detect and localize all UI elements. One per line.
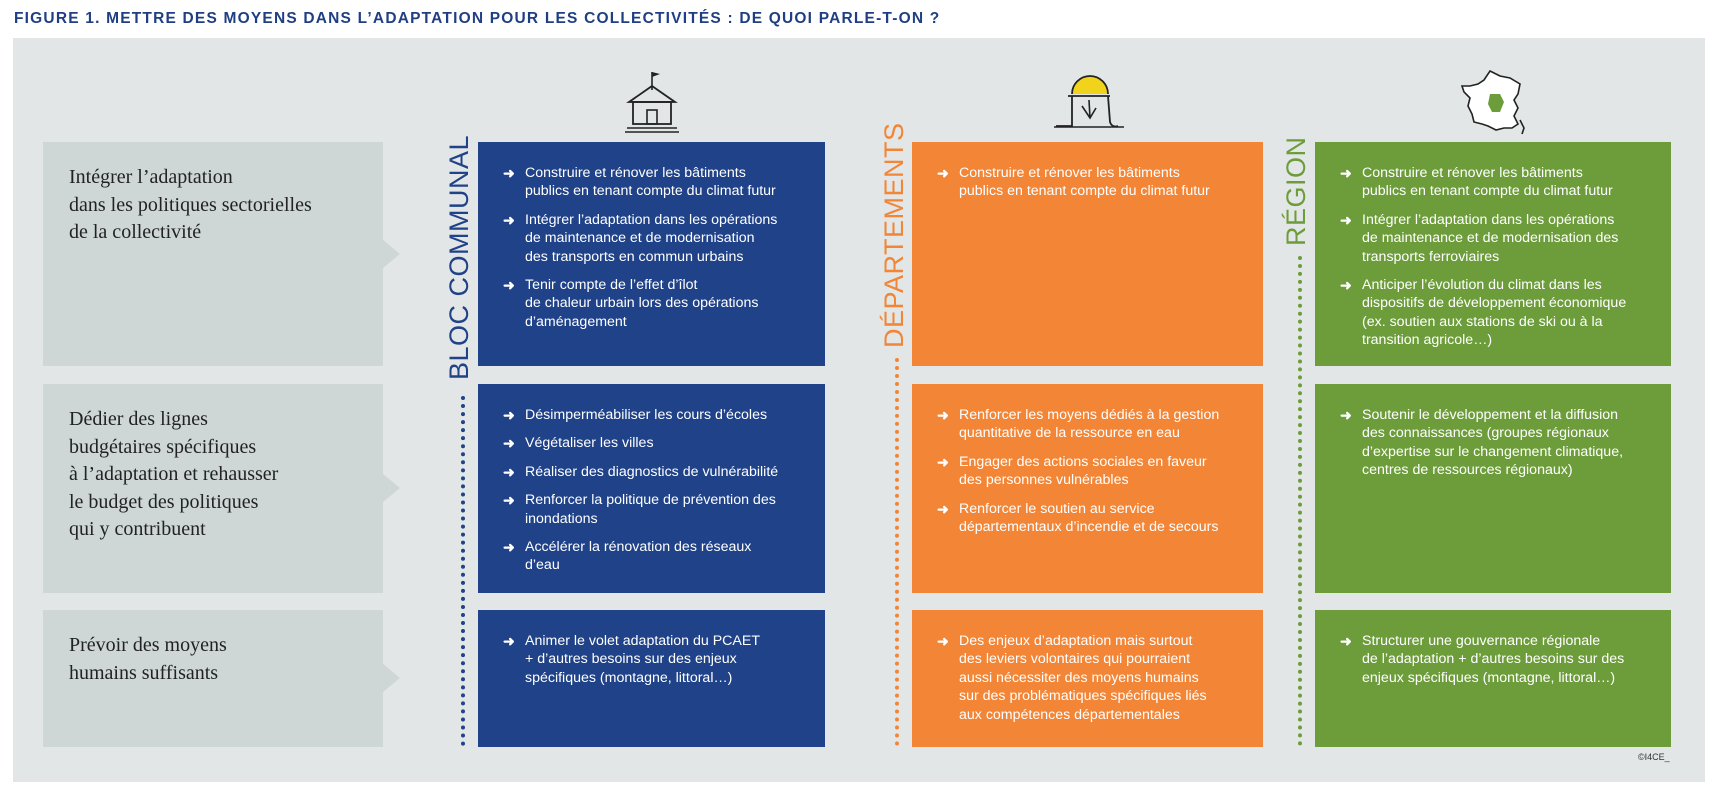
- arrow-right-icon: ➜: [937, 633, 949, 649]
- arrow-right-icon: ➜: [503, 463, 515, 480]
- cell-departements-row1: [912, 142, 1263, 366]
- arrow-right-icon: ➜: [937, 407, 949, 423]
- row-label-text: Dédier des lignes budgétaires spécifiques à l’adaptation et rehausser le budget des politiques qui y contribuent: [69, 408, 279, 540]
- arrow-right-icon: ➜: [1340, 407, 1352, 423]
- list-item: ➜ Renforcer le soutien au service départementaux d’incendie et de secours: [937, 500, 1219, 536]
- list-item: ➜ Renforcer la politique de prévention des inondations: [503, 492, 776, 527]
- list-item: ➜ Engager des actions sociales en faveur des personnes vulnérables: [937, 453, 1207, 489]
- column-divider-bloc-communal: [461, 396, 465, 746]
- figure-title: FIGURE 1. METTRE DES MOYENS DANS L’ADAPTATION POUR LES COLLECTIVITÉS : DE QUOI PARLE-T-ON ?: [14, 10, 941, 27]
- department-icon: [1052, 70, 1128, 132]
- row-label-text: Intégrer l’adaptation dans les politiques sectorielles de la collectivité: [69, 166, 312, 243]
- row-label-moyens-humains: [43, 610, 383, 747]
- column-divider-departements: [895, 358, 899, 746]
- france-map-icon: [1460, 68, 1530, 136]
- row-label-integrer: [43, 142, 383, 366]
- row-arrow: [383, 664, 400, 692]
- arrow-right-icon: ➜: [503, 539, 515, 556]
- cell-bloc-communal-row1: [478, 142, 825, 366]
- list-item: ➜ Construire et rénover les bâtiments publics en tenant compte du climat futur: [503, 165, 776, 200]
- cell-bloc-communal-row3: [478, 610, 825, 747]
- column-label-departements: DÉPARTEMENTS: [879, 122, 909, 348]
- row-label-text: Prévoir des moyens humains suffisants: [69, 634, 227, 684]
- list-item: ➜ Intégrer l’adaptation dans les opérations de maintenance et de modernisation des transports en commun urbains: [503, 211, 778, 265]
- arrow-right-icon: ➜: [1340, 277, 1352, 294]
- row-label-budget: [43, 384, 383, 593]
- arrow-right-icon: ➜: [503, 211, 515, 228]
- list-item: ➜ Soutenir le développement et la diffusion des connaissances (groupes régionaux d’expertise sur le changement climatique, centres de ressources régionaux): [1340, 407, 1624, 479]
- list-item: ➜ Intégrer l’adaptation dans les opérations de maintenance et de modernisation des transports ferroviaires: [1340, 211, 1619, 265]
- arrow-right-icon: ➜: [503, 165, 515, 181]
- list-item: ➜ Des enjeux d’adaptation mais surtout des leviers volontaires qui pourraient aussi nécessiter des moyens humains sur des problématiques spécifiques liés aux compétences départementales: [937, 633, 1207, 723]
- list-item: ➜ Renforcer les moyens dédiés à la gestion quantitative de la ressource en eau: [937, 407, 1220, 442]
- column-label-bloc-communal: BLOC COMMUNAL: [444, 134, 474, 380]
- arrow-right-icon: ➜: [937, 453, 949, 470]
- list-item: ➜ Anticiper l’évolution du climat dans les dispositifs de développement économique (ex. soutien aux stations de ski ou à la transition agricole…): [1340, 277, 1627, 349]
- arrow-right-icon: ➜: [1340, 211, 1352, 228]
- cell-region-row2: [1315, 384, 1671, 593]
- town-hall-icon: [624, 68, 680, 136]
- cell-bloc-communal-row2: [478, 384, 825, 593]
- arrow-right-icon: ➜: [503, 407, 515, 423]
- row-arrow: [383, 240, 400, 268]
- cell-region-row3: [1315, 610, 1671, 747]
- list-item: ➜ Structurer une gouvernance régionale de l’adaptation + d’autres besoins sur des enjeux spécifiques (montagne, littoral…): [1340, 633, 1625, 686]
- list-item: ➜ Désimperméabiliser les cours d’écoles: [503, 407, 768, 423]
- arrow-right-icon: ➜: [503, 492, 515, 509]
- list-item: ➜ Animer le volet adaptation du PCAET + d’autres besoins sur des enjeux spécifiques (montagne, littoral…): [503, 633, 761, 686]
- column-label-region: RÉGION: [1281, 136, 1311, 246]
- list-item: ➜ Accélérer la rénovation des réseaux d’eau: [503, 539, 752, 574]
- arrow-right-icon: ➜: [1340, 165, 1352, 181]
- cell-departements-row2: [912, 384, 1263, 593]
- arrow-right-icon: ➜: [503, 633, 515, 649]
- arrow-right-icon: ➜: [503, 435, 515, 452]
- list-item: ➜ Tenir compte de l’effet d’îlot de chaleur urbain lors des opérations d’aménagement: [503, 277, 759, 330]
- list-item: ➜ Construire et rénover les bâtiments publics en tenant compte du climat futur: [1340, 165, 1613, 200]
- arrow-right-icon: ➜: [937, 500, 949, 517]
- column-divider-region: [1298, 256, 1302, 746]
- arrow-right-icon: ➜: [1340, 633, 1352, 649]
- list-item: ➜ Réaliser des diagnostics de vulnérabilité: [503, 463, 779, 480]
- arrow-right-icon: ➜: [503, 277, 515, 294]
- list-item: ➜ Construire et rénover les bâtiments publics en tenant compte du climat futur: [937, 165, 1210, 200]
- cell-region-row1: [1315, 142, 1671, 366]
- arrow-right-icon: ➜: [937, 165, 949, 181]
- credit-label: ©I4CE_: [1638, 752, 1670, 762]
- cell-departements-row3: [912, 610, 1263, 747]
- list-item: ➜ Végétaliser les villes: [503, 435, 654, 452]
- row-arrow: [383, 474, 400, 502]
